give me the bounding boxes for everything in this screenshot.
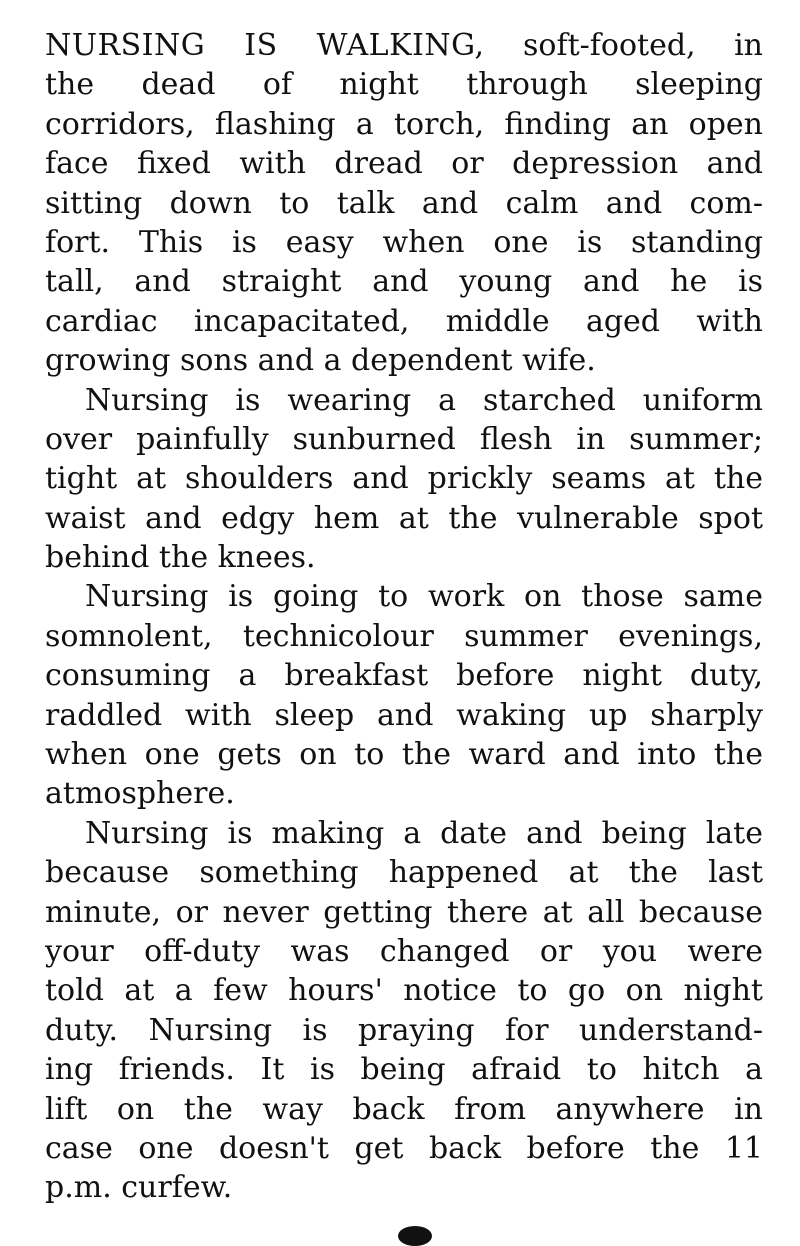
paragraph-4-line-6: duty. Nursing is praying for understand-	[45, 1012, 763, 1048]
paragraph-1-line-5: sitting down to talk and calm and com-	[45, 185, 763, 221]
paragraph-2-line-2: over painfully sunburned flesh in summer;	[45, 421, 763, 457]
paragraph-1-line-7: tall, and straight and young and he is	[45, 264, 763, 300]
paragraph-4-line-2: because something happened at the last	[45, 855, 763, 891]
article-text-column	[45, 26, 763, 1208]
paragraph-3-line-6: atmosphere.	[45, 776, 235, 812]
paragraph-2-line-3: tight at shoulders and prickly seams at the	[45, 461, 763, 497]
paragraph-1-line-8: cardiac incapacitated, middle aged with	[45, 303, 763, 339]
paragraph-1-line-6: fort. This is easy when one is standing	[45, 224, 763, 260]
paragraph-4-line-4: your off-duty was changed or you were	[45, 933, 763, 969]
paragraph-2-line-1: Nursing is wearing a starched uniform	[85, 382, 763, 418]
paragraph-4-line-10: p.m. curfew.	[45, 1170, 233, 1206]
paragraph-3-line-5: when one gets on to the ward and into the	[45, 737, 763, 773]
paragraph-1-line-1	[45, 26, 763, 65]
paragraph-3-line-4: raddled with sleep and waking up sharply	[45, 697, 763, 733]
paragraph-1-line-1-rest: soft-footed, in	[484, 28, 763, 63]
paragraph-2-line-4: waist and edgy hem at the vulnerable spot	[45, 500, 763, 536]
paragraph-4-line-8: lift on the way back from anywhere in	[45, 1091, 763, 1127]
paragraph-3-line-3: consuming a breakfast before night duty,	[45, 658, 763, 694]
section-ornament-mark	[398, 1226, 432, 1246]
paragraph-1-line-4: face fixed with dread or depression and	[45, 146, 763, 182]
paragraph-4-line-5: told at a few hours' notice to go on night	[45, 973, 763, 1009]
paragraph-4-line-1: Nursing is making a date and being late	[85, 815, 763, 851]
paragraph-1-line-9: growing sons and a dependent wife.	[45, 343, 596, 379]
paragraph-1-line-2: the dead of night through sleeping	[45, 67, 763, 103]
paragraph-2-line-5: behind the knees.	[45, 540, 316, 576]
paragraph-3-line-1: Nursing is going to work on those same	[85, 579, 763, 615]
paragraph-4-line-3: minute, or never getting there at all because	[45, 894, 763, 930]
paragraph-4-line-7: ing friends. It is being afraid to hitch a	[45, 1052, 763, 1088]
paragraph-1-line-3: corridors, flashing a torch, finding an open	[45, 106, 763, 142]
paragraph-4-line-9: case one doesn't get back before the 11	[45, 1130, 763, 1166]
paragraph-3-line-2: somnolent, technicolour summer evenings,	[45, 618, 763, 654]
lead-in-caps: NURSING IS WALKING,	[45, 28, 485, 63]
